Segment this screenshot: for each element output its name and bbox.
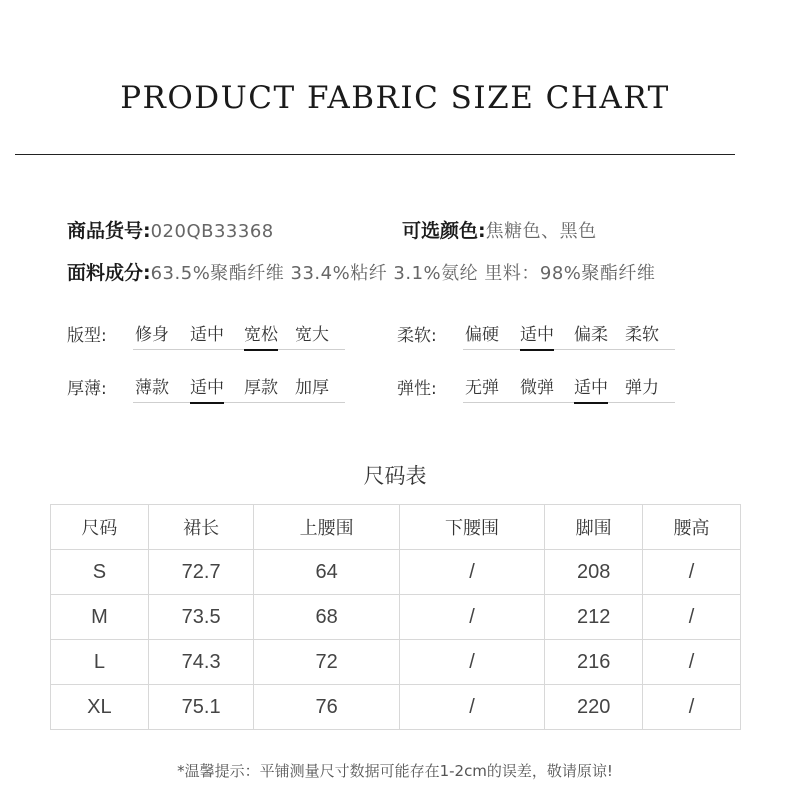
attr-elasticity-options (463, 374, 675, 403)
table-cell: 72 (254, 640, 399, 685)
table-cell: 220 (545, 685, 643, 730)
attr-elasticity-option: 无弹 (465, 378, 499, 398)
table-cell: 72.7 (148, 550, 254, 595)
measurement-note: *温馨提示：平铺测量尺寸数据可能存在1-2cm的误差，敬请原谅! (177, 762, 613, 780)
attr-elasticity-label: 弹性: (397, 379, 437, 399)
attr-thickness-option: 厚款 (244, 378, 278, 398)
header-cell: 脚围 (545, 505, 643, 550)
table-cell: / (399, 595, 544, 640)
attr-thickness-options (133, 374, 345, 403)
table-row (51, 595, 741, 640)
table-cell: S (51, 550, 149, 595)
size-table (50, 504, 741, 730)
table-cell: / (399, 550, 544, 595)
header-cell: 裙长 (148, 505, 254, 550)
fabric-value: 63.5%聚酯纤维 33.4%粘纤 3.1%氨纶 里料：98%聚酯纤维 (150, 263, 656, 284)
fabric-row (67, 258, 655, 285)
attr-elasticity-option: 弹力 (625, 378, 659, 398)
title-divider (15, 154, 735, 155)
table-cell: / (399, 685, 544, 730)
attr-fit-label: 版型: (67, 326, 107, 346)
item-number-value: 020QB33368 (150, 221, 274, 242)
table-row (51, 550, 741, 595)
table-cell: 64 (254, 550, 399, 595)
attr-elasticity-option: 微弹 (520, 378, 554, 398)
table-cell: XL (51, 685, 149, 730)
header-cell: 尺码 (51, 505, 149, 550)
attr-thickness-option: 薄款 (135, 378, 169, 398)
table-cell: 74.3 (148, 640, 254, 685)
item-number-label: 商品货号: (67, 220, 151, 242)
page-title: PRODUCT FABRIC SIZE CHART (120, 80, 670, 116)
fabric-label: 面料成分: (67, 262, 151, 284)
table-cell: / (643, 595, 741, 640)
table-row (51, 685, 741, 730)
table-cell: / (643, 685, 741, 730)
table-cell: / (399, 640, 544, 685)
attr-thickness-label: 厚薄: (67, 379, 107, 399)
header-cell: 上腰围 (254, 505, 399, 550)
colors-value: 焦糖色、黑色 (485, 221, 597, 242)
table-cell: 68 (254, 595, 399, 640)
table-cell: 73.5 (148, 595, 254, 640)
attr-fit-option: 宽松 (244, 320, 278, 345)
table-cell: 75.1 (148, 685, 254, 730)
table-cell: L (51, 640, 149, 685)
attr-softness-option: 适中 (520, 320, 554, 345)
attr-softness-option: 偏硬 (465, 325, 499, 345)
table-cell: / (643, 640, 741, 685)
attr-thickness-option: 加厚 (295, 378, 329, 398)
table-cell: 212 (545, 595, 643, 640)
table-cell: / (643, 550, 741, 595)
attr-softness-label: 柔软: (397, 326, 437, 346)
attr-elasticity-option: 适中 (574, 373, 608, 398)
attr-thickness-option: 适中 (190, 373, 224, 398)
table-cell: 76 (254, 685, 399, 730)
table-cell: 216 (545, 640, 643, 685)
header-cell: 下腰围 (399, 505, 544, 550)
attr-softness-option: 柔软 (625, 325, 659, 345)
colors-label: 可选颜色: (402, 220, 486, 242)
attr-softness-options (463, 321, 675, 350)
table-cell: 208 (545, 550, 643, 595)
size-table-title: 尺码表 (363, 464, 427, 488)
attr-fit-option: 宽大 (295, 325, 329, 345)
attr-fit-options (133, 321, 345, 350)
table-row (51, 640, 741, 685)
attr-fit-option: 适中 (190, 325, 224, 345)
item-number-row (67, 216, 274, 243)
size-table-header-row (51, 505, 741, 550)
attr-softness-option: 偏柔 (574, 325, 608, 345)
header-cell: 腰高 (643, 505, 741, 550)
colors-row (402, 216, 597, 243)
attr-fit-option: 修身 (135, 325, 169, 345)
table-cell: M (51, 595, 149, 640)
